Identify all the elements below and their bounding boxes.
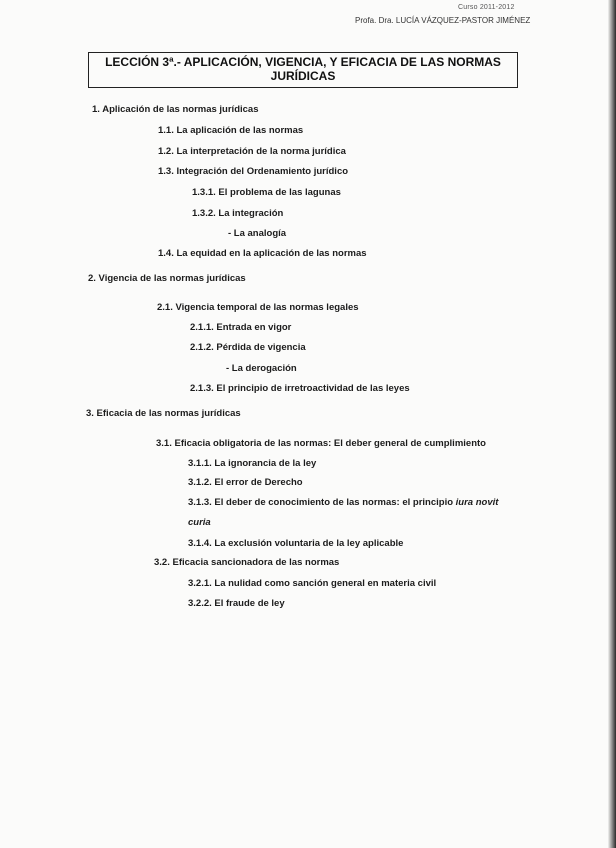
section-1: 1. Aplicación de las normas jurídicas bbox=[92, 104, 259, 115]
section-1-3-2: 1.3.2. La integración bbox=[192, 208, 284, 219]
section-3-1-3-text: 3.1.3. El deber de conocimiento de las normas: el principio bbox=[188, 497, 454, 508]
section-2-1-2-derogacion: - La derogación bbox=[226, 363, 297, 374]
section-3-2-1: 3.2.1. La nulidad como sanción general en materia civil bbox=[188, 578, 437, 589]
lesson-title-line-2: JURÍDICAS bbox=[270, 69, 336, 83]
section-2-1: 2.1. Vigencia temporal de las normas legales bbox=[157, 302, 359, 313]
lesson-title-line-1: LECCIÓN 3ª.- APLICACIÓN, VIGENCIA, Y EFICACIA DE LAS NORMAS bbox=[105, 55, 501, 69]
lesson-title bbox=[88, 55, 518, 83]
curia-term: curia bbox=[188, 517, 211, 528]
section-2: 2. Vigencia de las normas jurídicas bbox=[88, 273, 246, 284]
section-3: 3. Eficacia de las normas jurídicas bbox=[86, 408, 241, 419]
section-1-1: 1.1. La aplicación de las normas bbox=[158, 125, 304, 136]
section-3-1-4: 3.1.4. La exclusión voluntaria de la ley aplicable bbox=[188, 538, 404, 549]
section-1-2: 1.2. La interpretación de la norma jurídica bbox=[158, 146, 346, 157]
section-1-3-2-analogia: - La analogía bbox=[228, 228, 287, 239]
section-3-2: 3.2. Eficacia sancionadora de las normas bbox=[154, 557, 340, 568]
section-3-1-1: 3.1.1. La ignorancia de la ley bbox=[188, 458, 317, 469]
professor-name: Profa. Dra. LUCÍA VÁZQUEZ-PASTOR JIMÉNEZ bbox=[355, 16, 531, 25]
section-3-1-2: 3.1.2. El error de Derecho bbox=[188, 477, 303, 488]
section-2-1-2: 2.1.2. Pérdida de vigencia bbox=[190, 342, 306, 353]
course-year: Curso 2011-2012 bbox=[458, 4, 515, 11]
section-2-1-3: 2.1.3. El principio de irretroactividad de las leyes bbox=[190, 383, 410, 394]
section-1-4: 1.4. La equidad en la aplicación de las normas bbox=[158, 248, 367, 259]
section-3-2-2: 3.2.2. El fraude de ley bbox=[188, 598, 285, 609]
section-1-3-1: 1.3.1. El problema de las lagunas bbox=[192, 187, 341, 198]
section-1-3: 1.3. Integración del Ordenamiento jurídico bbox=[158, 166, 349, 177]
section-2-1-1: 2.1.1. Entrada en vigor bbox=[190, 322, 292, 333]
section-3-1-3 bbox=[188, 497, 498, 508]
iura-novit-term: iura novit bbox=[455, 497, 499, 508]
page-edge-shadow bbox=[608, 0, 616, 848]
section-3-1: 3.1. Eficacia obligatoria de las normas: El deber general de cumplimiento bbox=[156, 438, 486, 449]
